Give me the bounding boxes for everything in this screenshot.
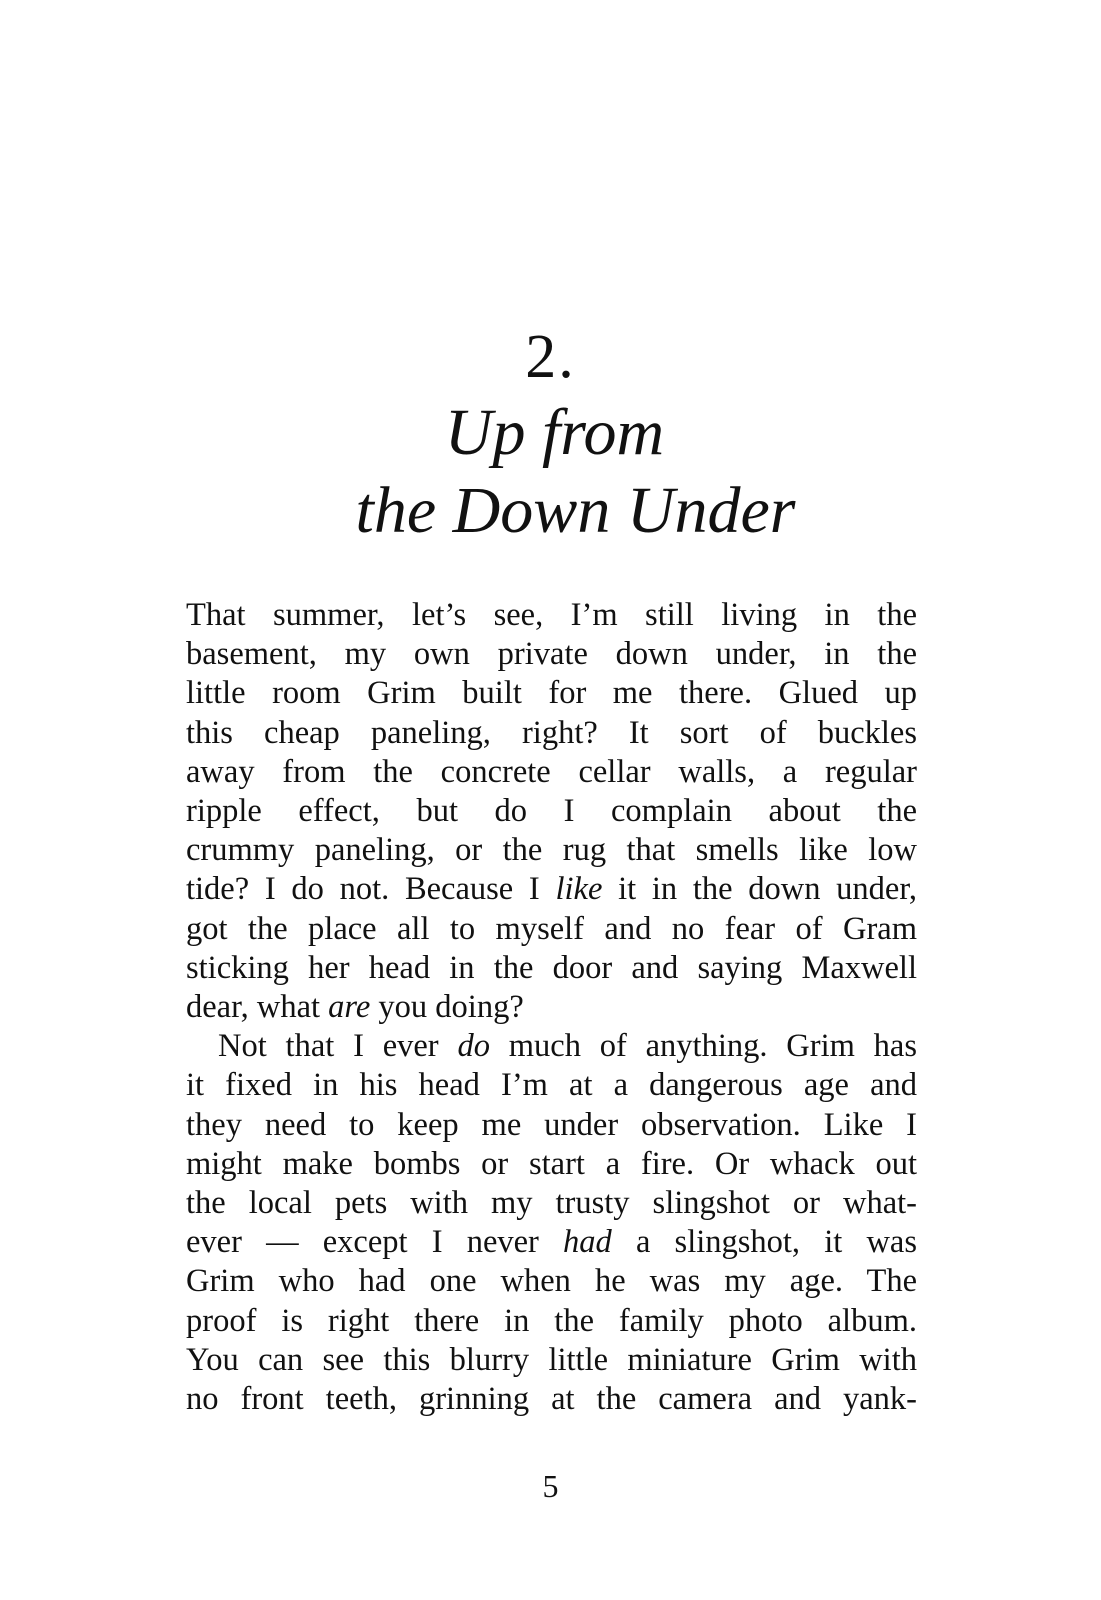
text-line bbox=[186, 1380, 917, 1419]
text-line bbox=[186, 714, 917, 753]
text-run: basement, my own private down under, in the bbox=[186, 636, 917, 673]
text-line bbox=[186, 792, 917, 831]
text-run: the local pets with my trusty slingshot or what- bbox=[186, 1185, 917, 1222]
emphasis-text: do bbox=[457, 1028, 490, 1065]
text-run: this cheap paneling, right? It sort of buckles bbox=[186, 714, 917, 751]
text-line bbox=[186, 1223, 917, 1262]
text-run: sticking her head in the door and saying Maxwell bbox=[186, 949, 917, 986]
text-line bbox=[186, 1106, 917, 1145]
emphasis-text: are bbox=[328, 989, 371, 1026]
text-run: got the place all to myself and no fear of Gram bbox=[186, 910, 917, 947]
text-line bbox=[186, 1341, 917, 1380]
text-line bbox=[186, 870, 917, 909]
text-run: little room Grim built for me there. Glued up bbox=[186, 675, 917, 712]
text-run: tide? I do not. Because I bbox=[186, 871, 556, 908]
body-text bbox=[186, 596, 917, 1419]
text-line bbox=[186, 635, 917, 674]
text-run: it in the down under, bbox=[602, 871, 917, 908]
text-run: ever — except I never bbox=[186, 1224, 564, 1261]
text-line bbox=[186, 1184, 917, 1223]
text-run: Not that I ever bbox=[218, 1028, 458, 1065]
paragraph bbox=[186, 596, 917, 1027]
text-run: might make bombs or start a fire. Or whack out bbox=[186, 1145, 917, 1182]
text-run: away from the concrete cellar walls, a regular bbox=[186, 753, 917, 790]
text-line bbox=[186, 910, 917, 949]
emphasis-text: like bbox=[555, 871, 603, 908]
text-run: much of anything. Grim has bbox=[489, 1028, 918, 1065]
text-run: Grim who had one when he was my age. The bbox=[186, 1263, 917, 1300]
text-run: crummy paneling, or the rug that smells like low bbox=[186, 832, 917, 869]
emphasis-text: had bbox=[563, 1224, 612, 1261]
text-run: they need to keep me under observation. Like I bbox=[186, 1106, 917, 1143]
text-line bbox=[186, 1066, 917, 1105]
text-run: it fixed in his head I’m at a dangerous age and bbox=[186, 1067, 917, 1104]
text-run: proof is right there in the family photo album. bbox=[186, 1302, 917, 1339]
text-run: ripple effect, but do I complain about the bbox=[186, 793, 917, 830]
chapter-number: 2. bbox=[525, 323, 576, 391]
text-line bbox=[186, 1262, 917, 1301]
text-run: That summer, let’s see, I’m still living in the bbox=[186, 597, 917, 633]
text-line bbox=[186, 1302, 917, 1341]
chapter-title-line: Up from bbox=[444, 396, 665, 469]
text-line bbox=[186, 1145, 917, 1184]
text-run: no front teeth, grinning at the camera and yank- bbox=[186, 1381, 917, 1418]
text-run: You can see this blurry little miniature Grim with bbox=[186, 1341, 917, 1378]
paragraph bbox=[186, 1027, 917, 1419]
text-line bbox=[186, 1027, 917, 1066]
text-line bbox=[186, 988, 917, 1027]
text-line bbox=[186, 596, 917, 635]
chapter-title-line: the Down Under bbox=[355, 474, 796, 547]
text-line bbox=[186, 753, 917, 792]
text-line bbox=[186, 949, 917, 988]
text-run: a slingshot, it was bbox=[611, 1224, 917, 1261]
chapter-heading bbox=[0, 320, 1101, 550]
page-number: 5 bbox=[542, 1468, 559, 1504]
text-run: you doing? bbox=[370, 989, 524, 1026]
text-line bbox=[186, 831, 917, 870]
text-line bbox=[186, 674, 917, 713]
text-run: dear, what bbox=[186, 989, 329, 1026]
